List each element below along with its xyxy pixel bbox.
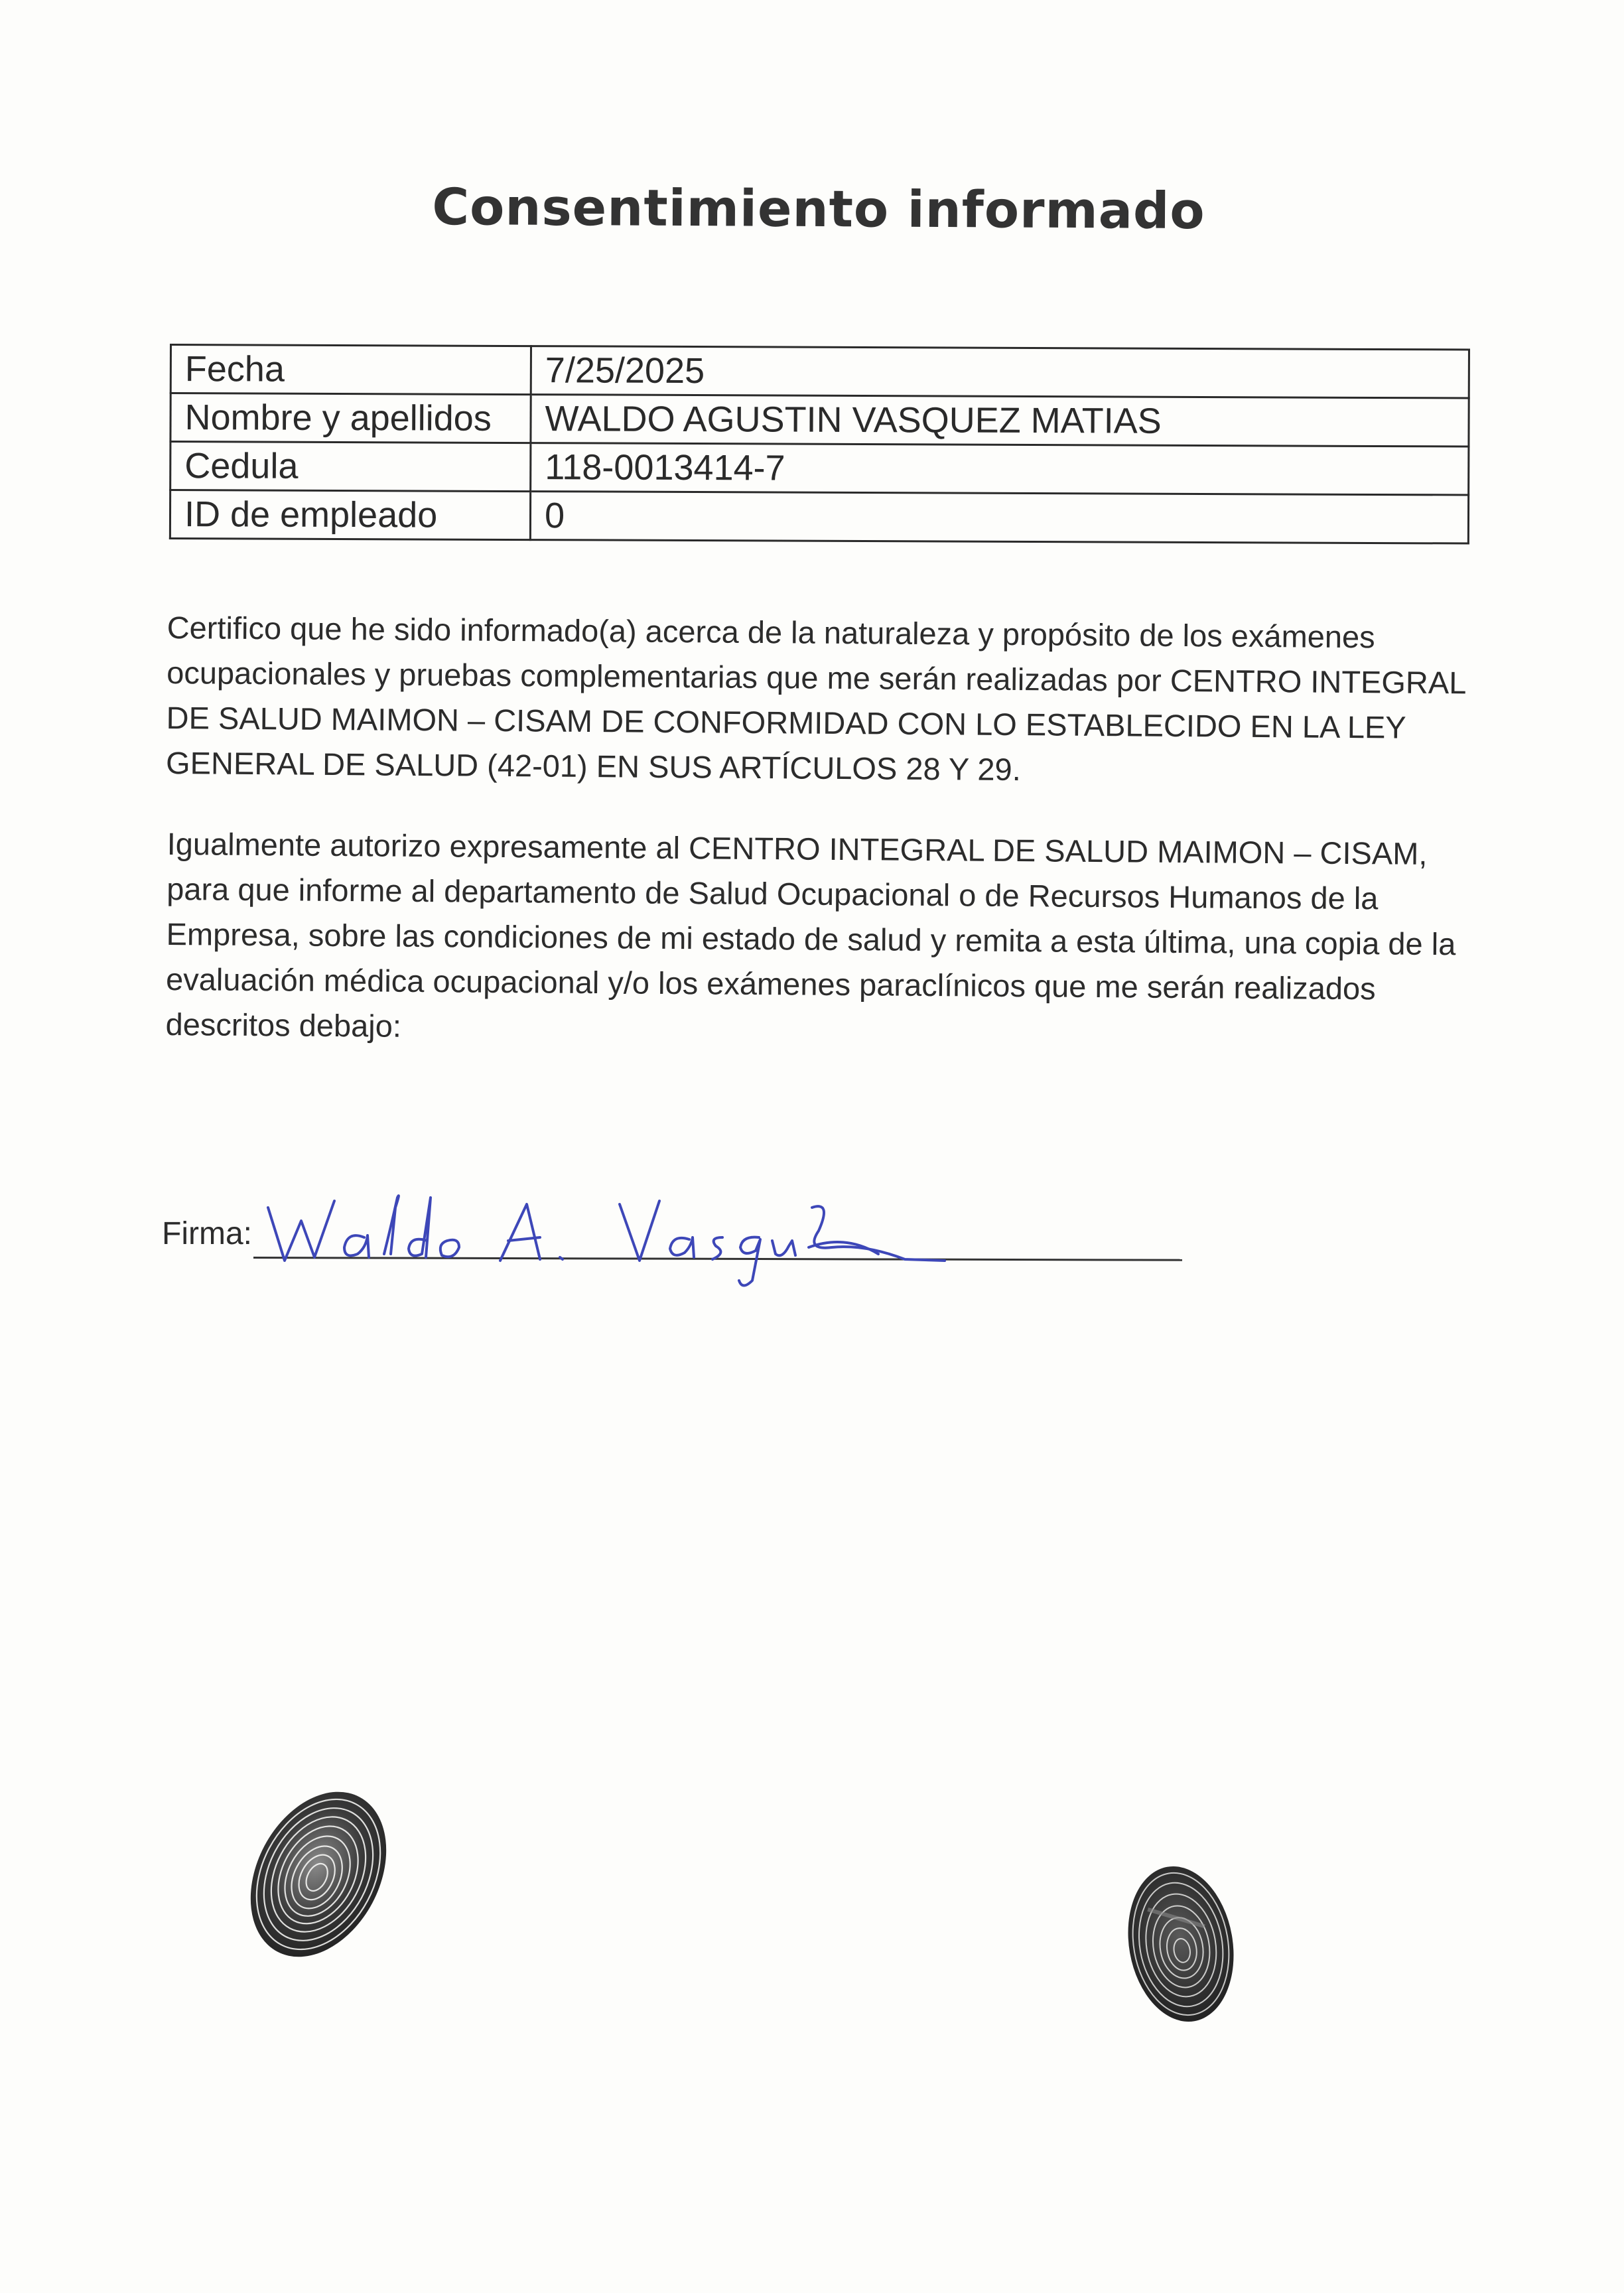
left-fingerprint — [236, 1778, 401, 1971]
table-row-id-empleado — [170, 490, 1468, 544]
id-empleado-value: 0 — [530, 492, 1468, 543]
id-empleado-label: ID de empleado — [170, 490, 530, 540]
cedula-label: Cedula — [170, 442, 531, 492]
authorization-paragraph: Igualmente autorizo expresamente al CENTRO INTEGRAL DE SALUD MAIMON – CISAM, para que informe al departamento de Salud Ocupacional o de Recursos Humanos de la Empresa, sobre las condiciones de mi estado de salud y remita a esta última, una copia de la evaluación médica ocupacional y/o los exámenes paraclínicos que me serán realizados descritos debajo: — [165, 825, 1456, 1044]
personal-info-table — [169, 344, 1470, 545]
signature-section — [162, 1194, 1184, 1287]
table-row-fecha — [170, 345, 1469, 399]
cedula-value: 118-0013414-7 — [531, 443, 1469, 495]
fecha-value: 7/25/2025 — [531, 346, 1469, 398]
nombre-label: Nombre y apellidos — [170, 393, 531, 443]
handwritten-signature — [248, 1181, 978, 1294]
right-fingerprint — [1115, 1858, 1247, 2030]
table-row-cedula — [170, 442, 1469, 496]
table-row-nombre — [170, 393, 1469, 447]
fecha-label: Fecha — [170, 345, 531, 395]
nombre-value: WALDO AGUSTIN VASQUEZ MATIAS — [531, 395, 1469, 447]
document-title: Consentimiento informado — [432, 176, 1205, 241]
signature-label: Firma: — [162, 1216, 252, 1251]
certification-paragraph: Certifico que he sido informado(a) acerca de la naturaleza y propósito de los exámenes ocupacionales y pruebas complementarias que me serán realizadas por CENTRO INTEGRAL DE SALUD MAIMON – CISAM DE CONFORMIDAD CON LO ESTABLECIDO EN LA LEY GENERAL DE SALUD (42-01) EN SUS ARTÍCULOS 28 Y 29. — [165, 609, 1465, 788]
